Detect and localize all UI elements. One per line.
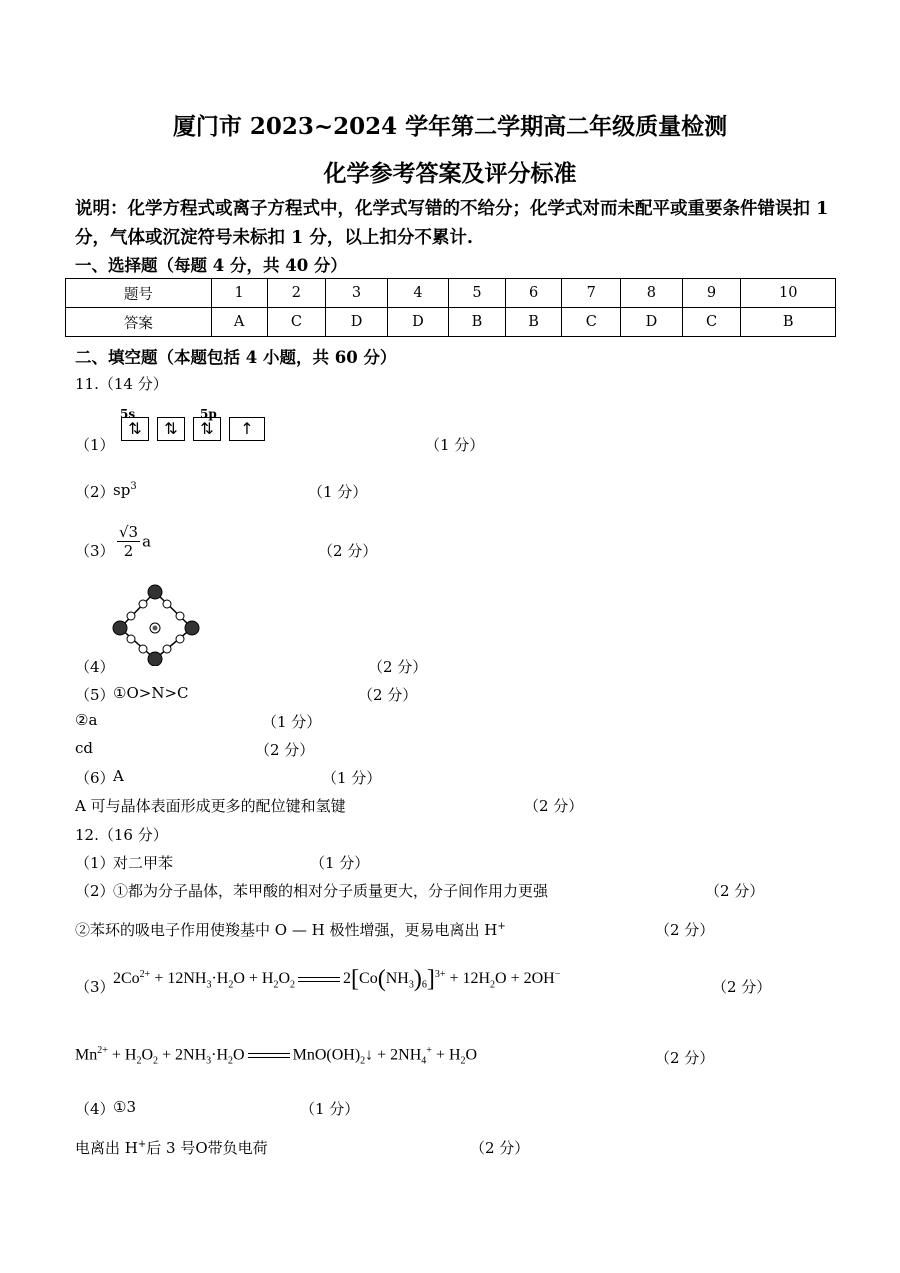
fraction-numerator: √3 [119, 523, 139, 541]
score: （1 分） [262, 713, 322, 731]
score: （2 分） [655, 1049, 715, 1067]
q12-p4-answer: ①3 [113, 1098, 136, 1116]
score: （1 分） [425, 436, 485, 454]
q11-p5-label: （5） [75, 686, 115, 704]
q12-title: 12.（16 分） [75, 826, 168, 844]
q12-p1-label: （1） [75, 854, 115, 872]
answer-cell: C [267, 308, 326, 337]
page-subtitle: 化学参考答案及评分标准 [323, 160, 577, 187]
q11-p1-label: （1） [75, 436, 115, 454]
table-row [66, 279, 836, 308]
section2-heading: 二、填空题（本题包括 4 小题，共 60 分） [75, 348, 397, 367]
score: （2 分） [255, 741, 315, 759]
score: （1 分） [310, 854, 370, 872]
q11-p6b-answer: A 可与晶体表面形成更多的配位键和氢键 [75, 797, 346, 815]
question-number: 5 [449, 279, 506, 308]
q12-p4b-answer [75, 1137, 268, 1158]
q11-p2-label: （2） [75, 483, 115, 501]
section1-heading: 一、选择题（每题 4 分，共 40 分） [75, 256, 347, 275]
score: （1 分） [300, 1100, 360, 1118]
score: （2 分） [318, 542, 378, 560]
answer-cell: B [449, 308, 506, 337]
hybridization-base: sp [113, 481, 131, 499]
q11-p6-answer: A [113, 767, 124, 785]
row-label-question: 题号 [66, 279, 212, 308]
acidity-reason: ②苯环的吸电子作用使羧基中 O — H 极性增强，更易电离出 H [75, 921, 498, 939]
score: （2 分） [655, 921, 715, 939]
charge-sup: + [137, 1139, 147, 1150]
ionization-text: 电离出 H [75, 1139, 138, 1157]
question-number: 6 [505, 279, 562, 308]
question-number: 8 [621, 279, 682, 308]
question-number: 2 [267, 279, 326, 308]
equation-manganese: $Mn^{2+} + H_2O_2 + 2NH_3\cdot H_2O$ $MnO(OH)_2↓ + 2NH_4^+ + H_2O$ [75, 1045, 478, 1067]
q11-p3-label: （3） [75, 542, 115, 560]
q12-p4-label: （4） [75, 1100, 115, 1118]
answer-cell: C [562, 308, 621, 337]
score: （2 分） [368, 658, 428, 676]
question-number: 3 [326, 279, 387, 308]
answer-cell: B [741, 308, 836, 337]
score: （2 分） [712, 978, 772, 996]
scoring-note: 说明：化学方程式或离子方程式中，化学式写错的不给分；化学式对而未配平或重要条件错误扣 1 分，气体或沉淀符号未标扣 1 分，以上扣分不累计. [75, 199, 829, 248]
score: （2 分） [358, 686, 418, 704]
question-number: 4 [387, 279, 448, 308]
fraction-answer [115, 523, 151, 560]
crystal-structure-diagram [110, 584, 200, 666]
q11-p4-label: （4） [75, 658, 115, 676]
q11-p6-label: （6） [75, 769, 115, 787]
question-number: 10 [741, 279, 836, 308]
orbital-label-5s: 5s [120, 407, 136, 421]
score: （2 分） [705, 882, 765, 900]
q11-p5b-answer: ②a [75, 711, 98, 729]
q11-p5c-answer: cd [75, 739, 94, 757]
answer-table [65, 278, 836, 337]
fraction-tail: a [142, 532, 152, 551]
orbital-box: ⇅ [193, 417, 221, 441]
hybridization-sup: 3 [130, 481, 137, 492]
q11-p2-answer [113, 481, 137, 499]
q12-p1-answer: 对二甲苯 [113, 854, 174, 872]
orbital-box: ↑ [229, 417, 265, 441]
charge-sup: + [497, 921, 506, 932]
orbital-label-5p: 5p [200, 407, 217, 421]
q12-p2-label: （2） [75, 882, 115, 900]
ionization-text-tail: 后 3 号O带负电荷 [146, 1139, 268, 1157]
answer-cell: D [387, 308, 448, 337]
q11-p5-answer: ①O>N>C [113, 684, 189, 702]
answer-cell: D [621, 308, 682, 337]
orbital-box: ⇅ [157, 417, 185, 441]
orbital-box: ⇅ [121, 417, 149, 441]
question-number: 9 [682, 279, 741, 308]
q12-p2b-answer [75, 919, 506, 940]
score: （2 分） [470, 1139, 530, 1157]
answer-cell: C [682, 308, 741, 337]
q12-p3-label: （3） [75, 978, 115, 996]
page-title: 厦门市 2023~2024 学年第二学期高二年级质量检测 [172, 113, 728, 140]
q11-title: 11.（14 分） [75, 375, 168, 393]
equation-cobalt: $2Co^{2+} + 12NH_3\cdot H_2O + H_2O_2$ $2[Co(NH_3)_6]^{3+} + 12H_2O + 2OH^-$ [113, 966, 561, 992]
fraction-denominator: 2 [123, 542, 134, 560]
score: （2 分） [524, 797, 584, 815]
answer-cell: D [326, 308, 387, 337]
score: （1 分） [308, 483, 368, 501]
row-label-answer: 答案 [66, 308, 212, 337]
table-row [66, 308, 836, 337]
answer-cell: B [505, 308, 562, 337]
score: （1 分） [322, 769, 382, 787]
answer-cell: A [211, 308, 267, 337]
question-number: 7 [562, 279, 621, 308]
orbital-diagram [121, 417, 273, 441]
q12-p2-answer: ①都为分子晶体，苯甲酸的相对分子质量更大，分子间作用力更强 [113, 882, 549, 900]
question-number: 1 [211, 279, 267, 308]
